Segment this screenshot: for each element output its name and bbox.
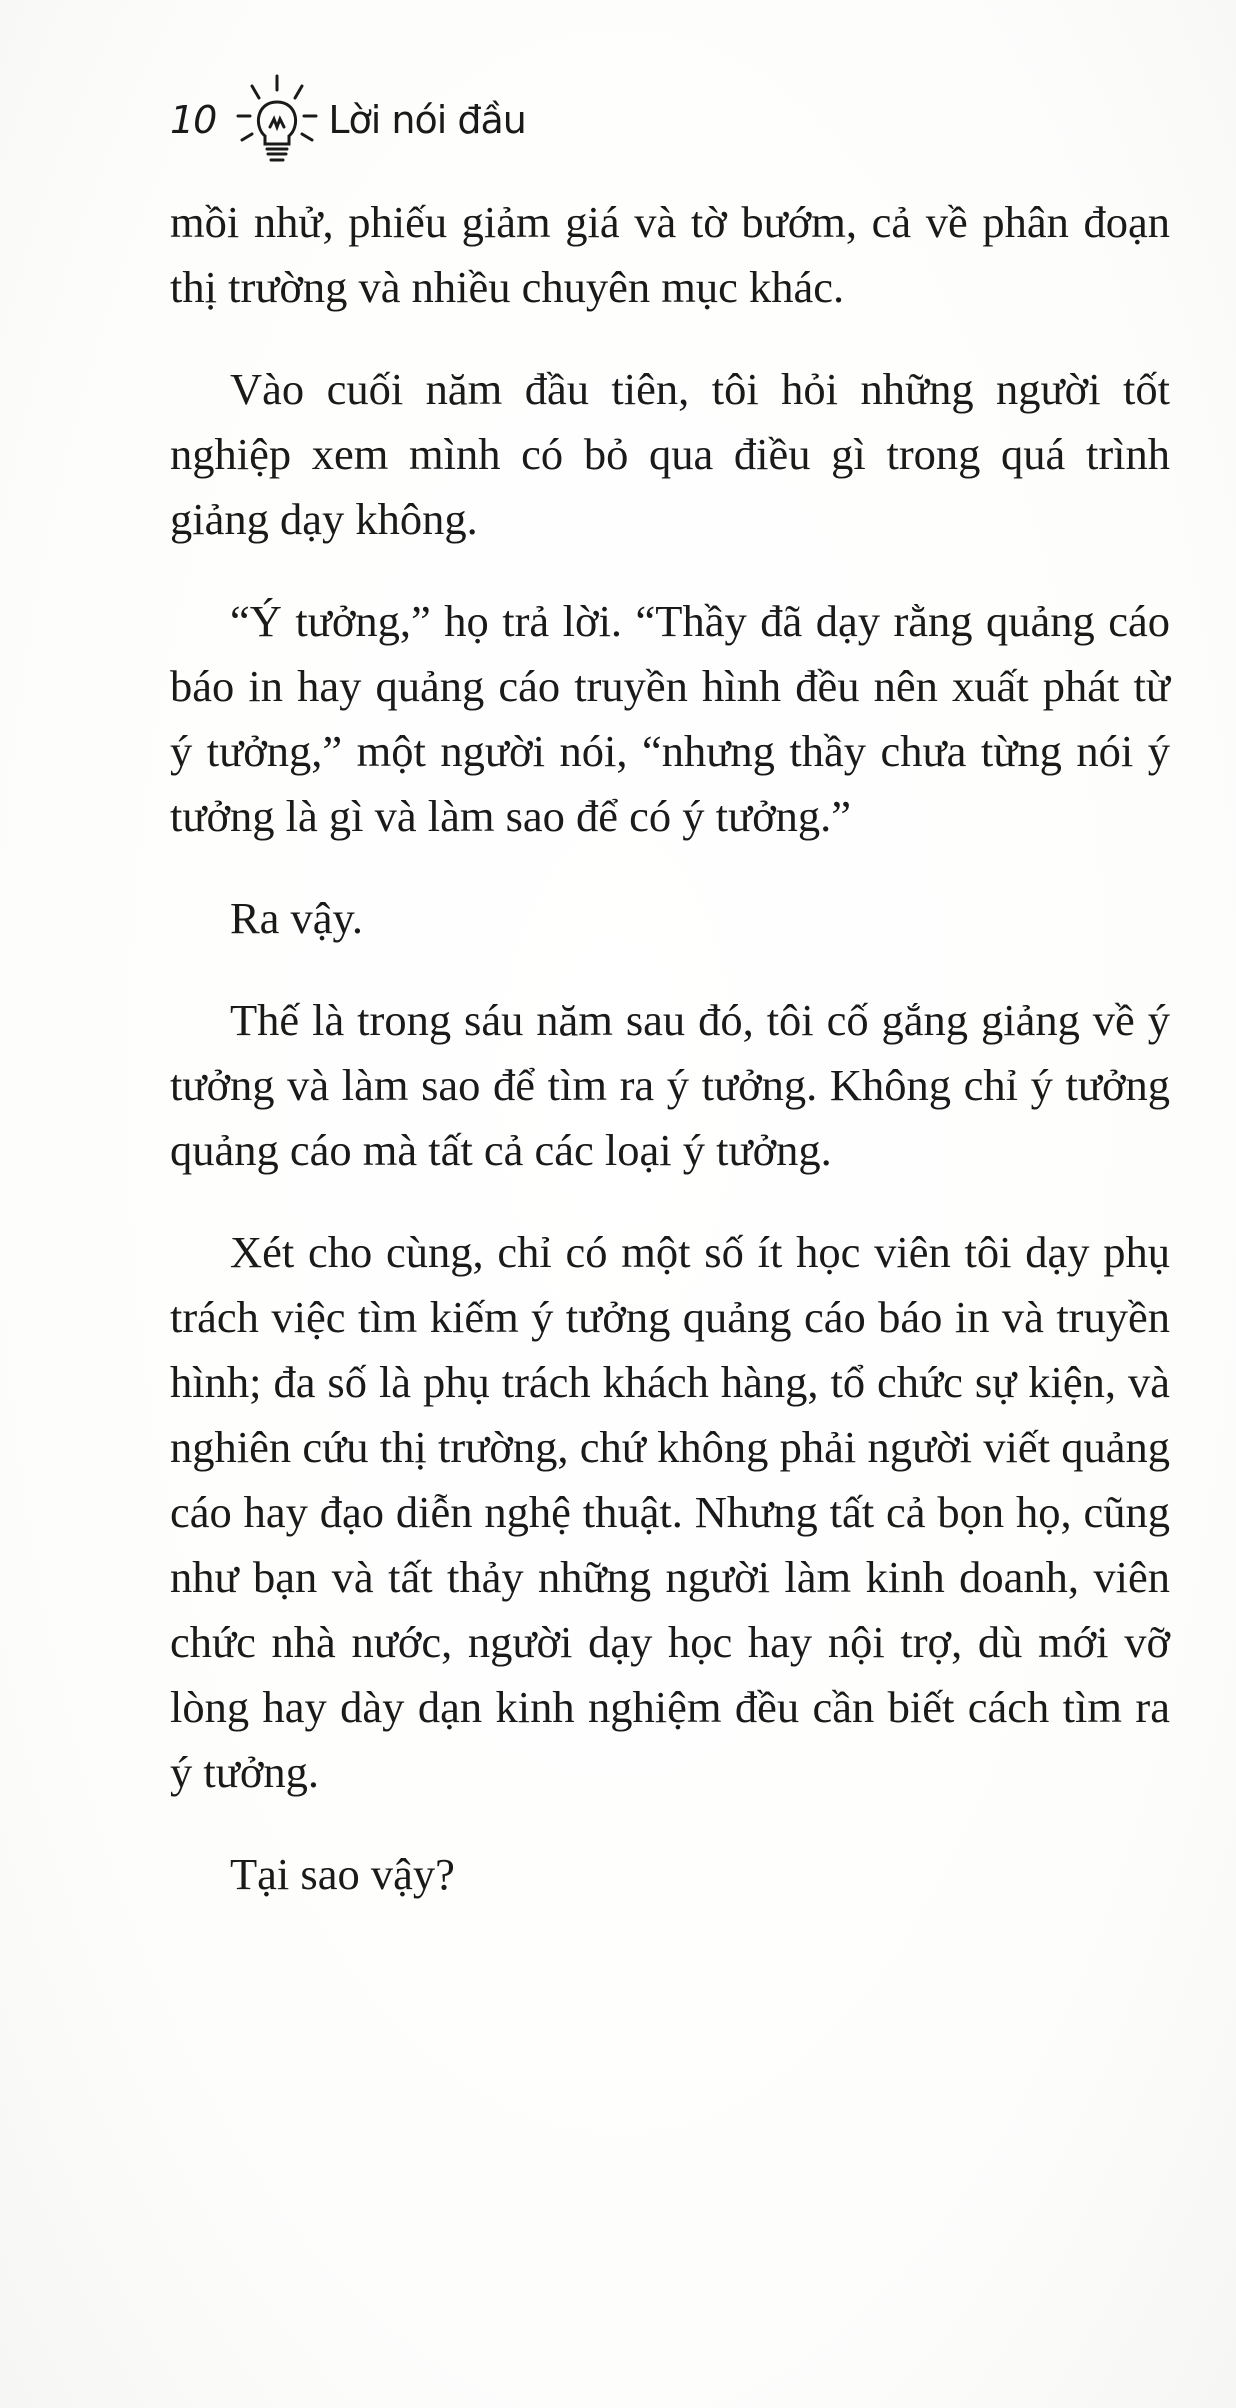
paragraph: Tại sao vậy? xyxy=(230,1849,455,1899)
paragraph: “Ý tưởng,” họ trả lời. “Thầy đã dạy rằng quảng cáo báo in hay quảng cáo truyền hình đều nên xuất phát từ ý tưởng,” một người nói, “nhưng thầy chưa từng nói ý tưởng là gì và làm sao để có ý tưởng.” xyxy=(170,596,1170,841)
paragraph: mồi nhử, phiếu giảm giá và tờ bướm, cả về phân đoạn thị trường và nhiều chuyên mục khác. xyxy=(170,197,1170,312)
paragraph: Ra vậy. xyxy=(230,893,364,943)
section-title: Lời nói đầu xyxy=(328,98,526,142)
body-text xyxy=(170,190,1170,1944)
paragraph: Thế là trong sáu năm sau đó, tôi cố gắng giảng về ý tưởng và làm sao để tìm ra ý tưởng. Không chỉ ý tưởng quảng cáo mà tất cả các loại ý tưởng. xyxy=(170,995,1170,1175)
lightbulb-icon xyxy=(234,72,320,168)
page-number: 10 xyxy=(170,98,217,142)
paragraph: Vào cuối năm đầu tiên, tôi hỏi những người tốt nghiệp xem mình có bỏ qua điều gì trong quá trình giảng dạy không. xyxy=(170,364,1170,544)
running-head xyxy=(170,70,526,170)
paragraph: Xét cho cùng, chỉ có một số ít học viên tôi dạy phụ trách việc tìm kiếm ý tưởng quảng cáo báo in và truyền hình; đa số là phụ trách khách hàng, tổ chức sự kiện, và nghiên cứu thị trường, chứ không phải người viết quảng cáo hay đạo diễn nghệ thuật. Nhưng tất cả bọn họ, cũng như bạn và tất thảy những người làm kinh doanh, viên chức nhà nước, người dạy học hay nội trợ, dù mới vỡ lòng hay dày dạn kinh nghiệm đều cần biết cách tìm ra ý tưởng. xyxy=(170,1227,1170,1797)
